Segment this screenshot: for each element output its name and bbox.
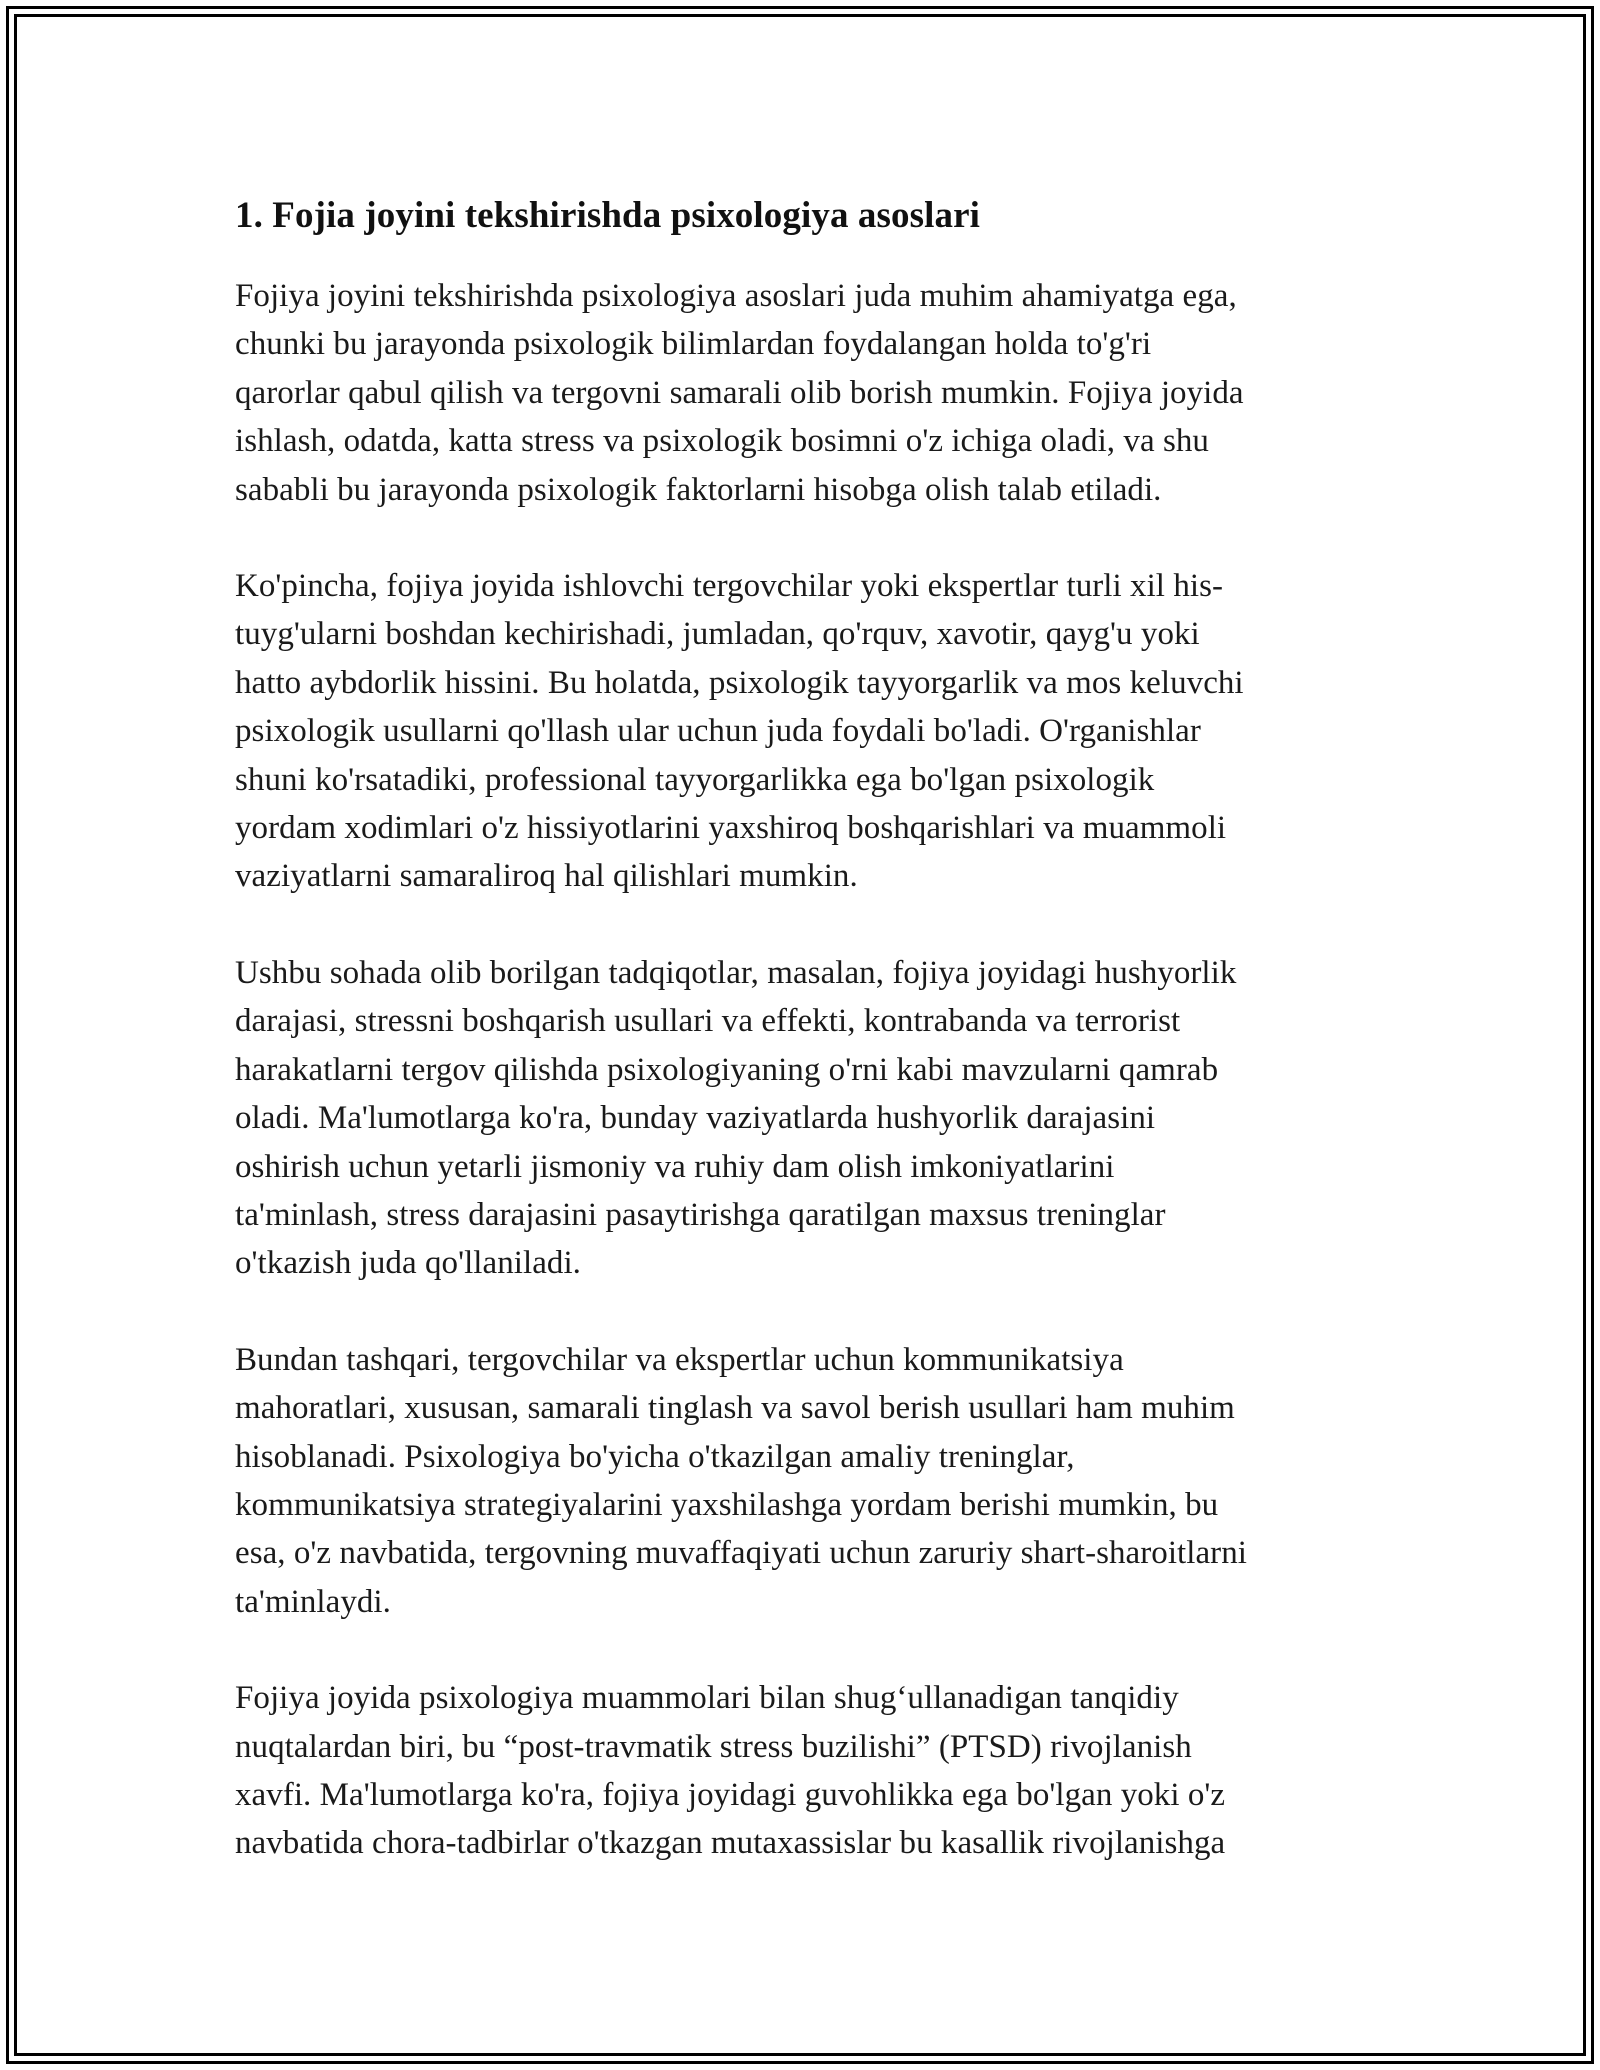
paragraph-4 <box>235 1336 1370 1626</box>
text-line: Fojiya joyida psixologiya muammolari bilan shug‘ullanadigan tanqidiy <box>235 1680 1179 1717</box>
text-line: ta'minlash, stress darajasini pasaytirishga qaratilgan maxsus treninglar <box>235 1196 1166 1233</box>
text-line: sababli bu jarayonda psixologik faktorlarni hisobga olish talab etiladi. <box>235 471 1162 508</box>
text-line: tuyg'ularni boshdan kechirishadi, jumladan, qo'rquv, xavotir, qayg'u yoki <box>235 616 1200 653</box>
text-line: kommunikatsiya strategiyalarini yaxshilashga yordam berishi mumkin, bu <box>235 1486 1219 1523</box>
text-line: oladi. Ma'lumotlarga ko'ra, bunday vaziyatlarda hushyorlik darajasini <box>235 1100 1156 1137</box>
paragraph-2 <box>235 562 1370 901</box>
text-line: Ushbu sohada olib borilgan tadqiqotlar, masalan, fojiya joyidagi hushyorlik <box>235 954 1237 991</box>
text-line: Bundan tashqari, tergovchilar va ekspertlar uchun kommunikatsiya <box>235 1341 1124 1378</box>
text-line: nuqtalardan biri, bu “post-travmatik stress buzilishi” (PTSD) rivojlanish <box>235 1728 1192 1765</box>
text-line: Ko'pincha, fojiya joyida ishlovchi tergovchilar yoki ekspertlar turli xil his- <box>235 568 1224 605</box>
paragraph-1 <box>235 272 1370 514</box>
document-body <box>235 188 1370 1868</box>
text-line: qarorlar qabul qilish va tergovni samarali olib borish mumkin. Fojiya joyida <box>235 374 1244 411</box>
paragraph-3 <box>235 949 1370 1288</box>
paragraph-5 <box>235 1674 1370 1868</box>
text-line: navbatida chora-tadbirlar o'tkazgan mutaxassislar bu kasallik rivojlanishga <box>235 1825 1226 1862</box>
text-line: Fojiya joyini tekshirishda psixologiya asoslari juda muhim ahamiyatga ega, <box>235 278 1237 314</box>
text-line: vaziyatlarni samaraliroq hal qilishlari mumkin. <box>235 858 858 895</box>
text-line: esa, o'z navbatida, tergovning muvaffaqiyati uchun zaruriy shart-sharoitlarni <box>235 1535 1247 1572</box>
text-line: ishlash, odatda, katta stress va psixologik bosimni o'z ichiga oladi, va shu <box>235 423 1209 460</box>
text-line: psixologik usullarni qo'llash ular uchun juda foydali bo'ladi. O'rganishlar <box>235 713 1201 750</box>
text-line: o'tkazish juda qo'llaniladi. <box>235 1245 581 1282</box>
text-line: shuni ko'rsatadiki, professional tayyorgarlikka ega bo'lgan psixologik <box>235 761 1155 798</box>
text-line: hisoblanadi. Psixologiya bo'yicha o'tkazilgan amaliy treninglar, <box>235 1438 1075 1475</box>
text-line: chunki bu jarayonda psixologik bilimlardan foydalangan holda to'g'ri <box>235 326 1152 363</box>
text-line: darajasi, stressni boshqarish usullari va effekti, kontrabanda va terrorist <box>235 1003 1181 1040</box>
text-line: xavfi. Ma'lumotlarga ko'ra, fojiya joyidagi guvohlikka ega bo'lgan yoki o'z <box>235 1776 1226 1813</box>
text-line: ta'minlaydi. <box>235 1583 391 1620</box>
text-line: yordam xodimlari o'z hissiyotlarini yaxshiroq boshqarishlari va muammoli <box>235 810 1227 847</box>
text-line: oshirish uchun yetarli jismoniy va ruhiy dam olish imkoniyatlarini <box>235 1148 1115 1185</box>
text-line: hatto aybdorlik hissini. Bu holatda, psixologik tayyorgarlik va mos keluvchi <box>235 664 1244 701</box>
text-line: mahoratlari, xususan, samarali tinglash va savol berish usullari ham muhim <box>235 1390 1235 1427</box>
section-heading: 1. Fojia joyini tekshirishda psixologiya asoslari <box>235 195 980 236</box>
text-line: harakatlarni tergov qilishda psixologiyaning o'rni kabi mavzularni qamrab <box>235 1051 1219 1088</box>
